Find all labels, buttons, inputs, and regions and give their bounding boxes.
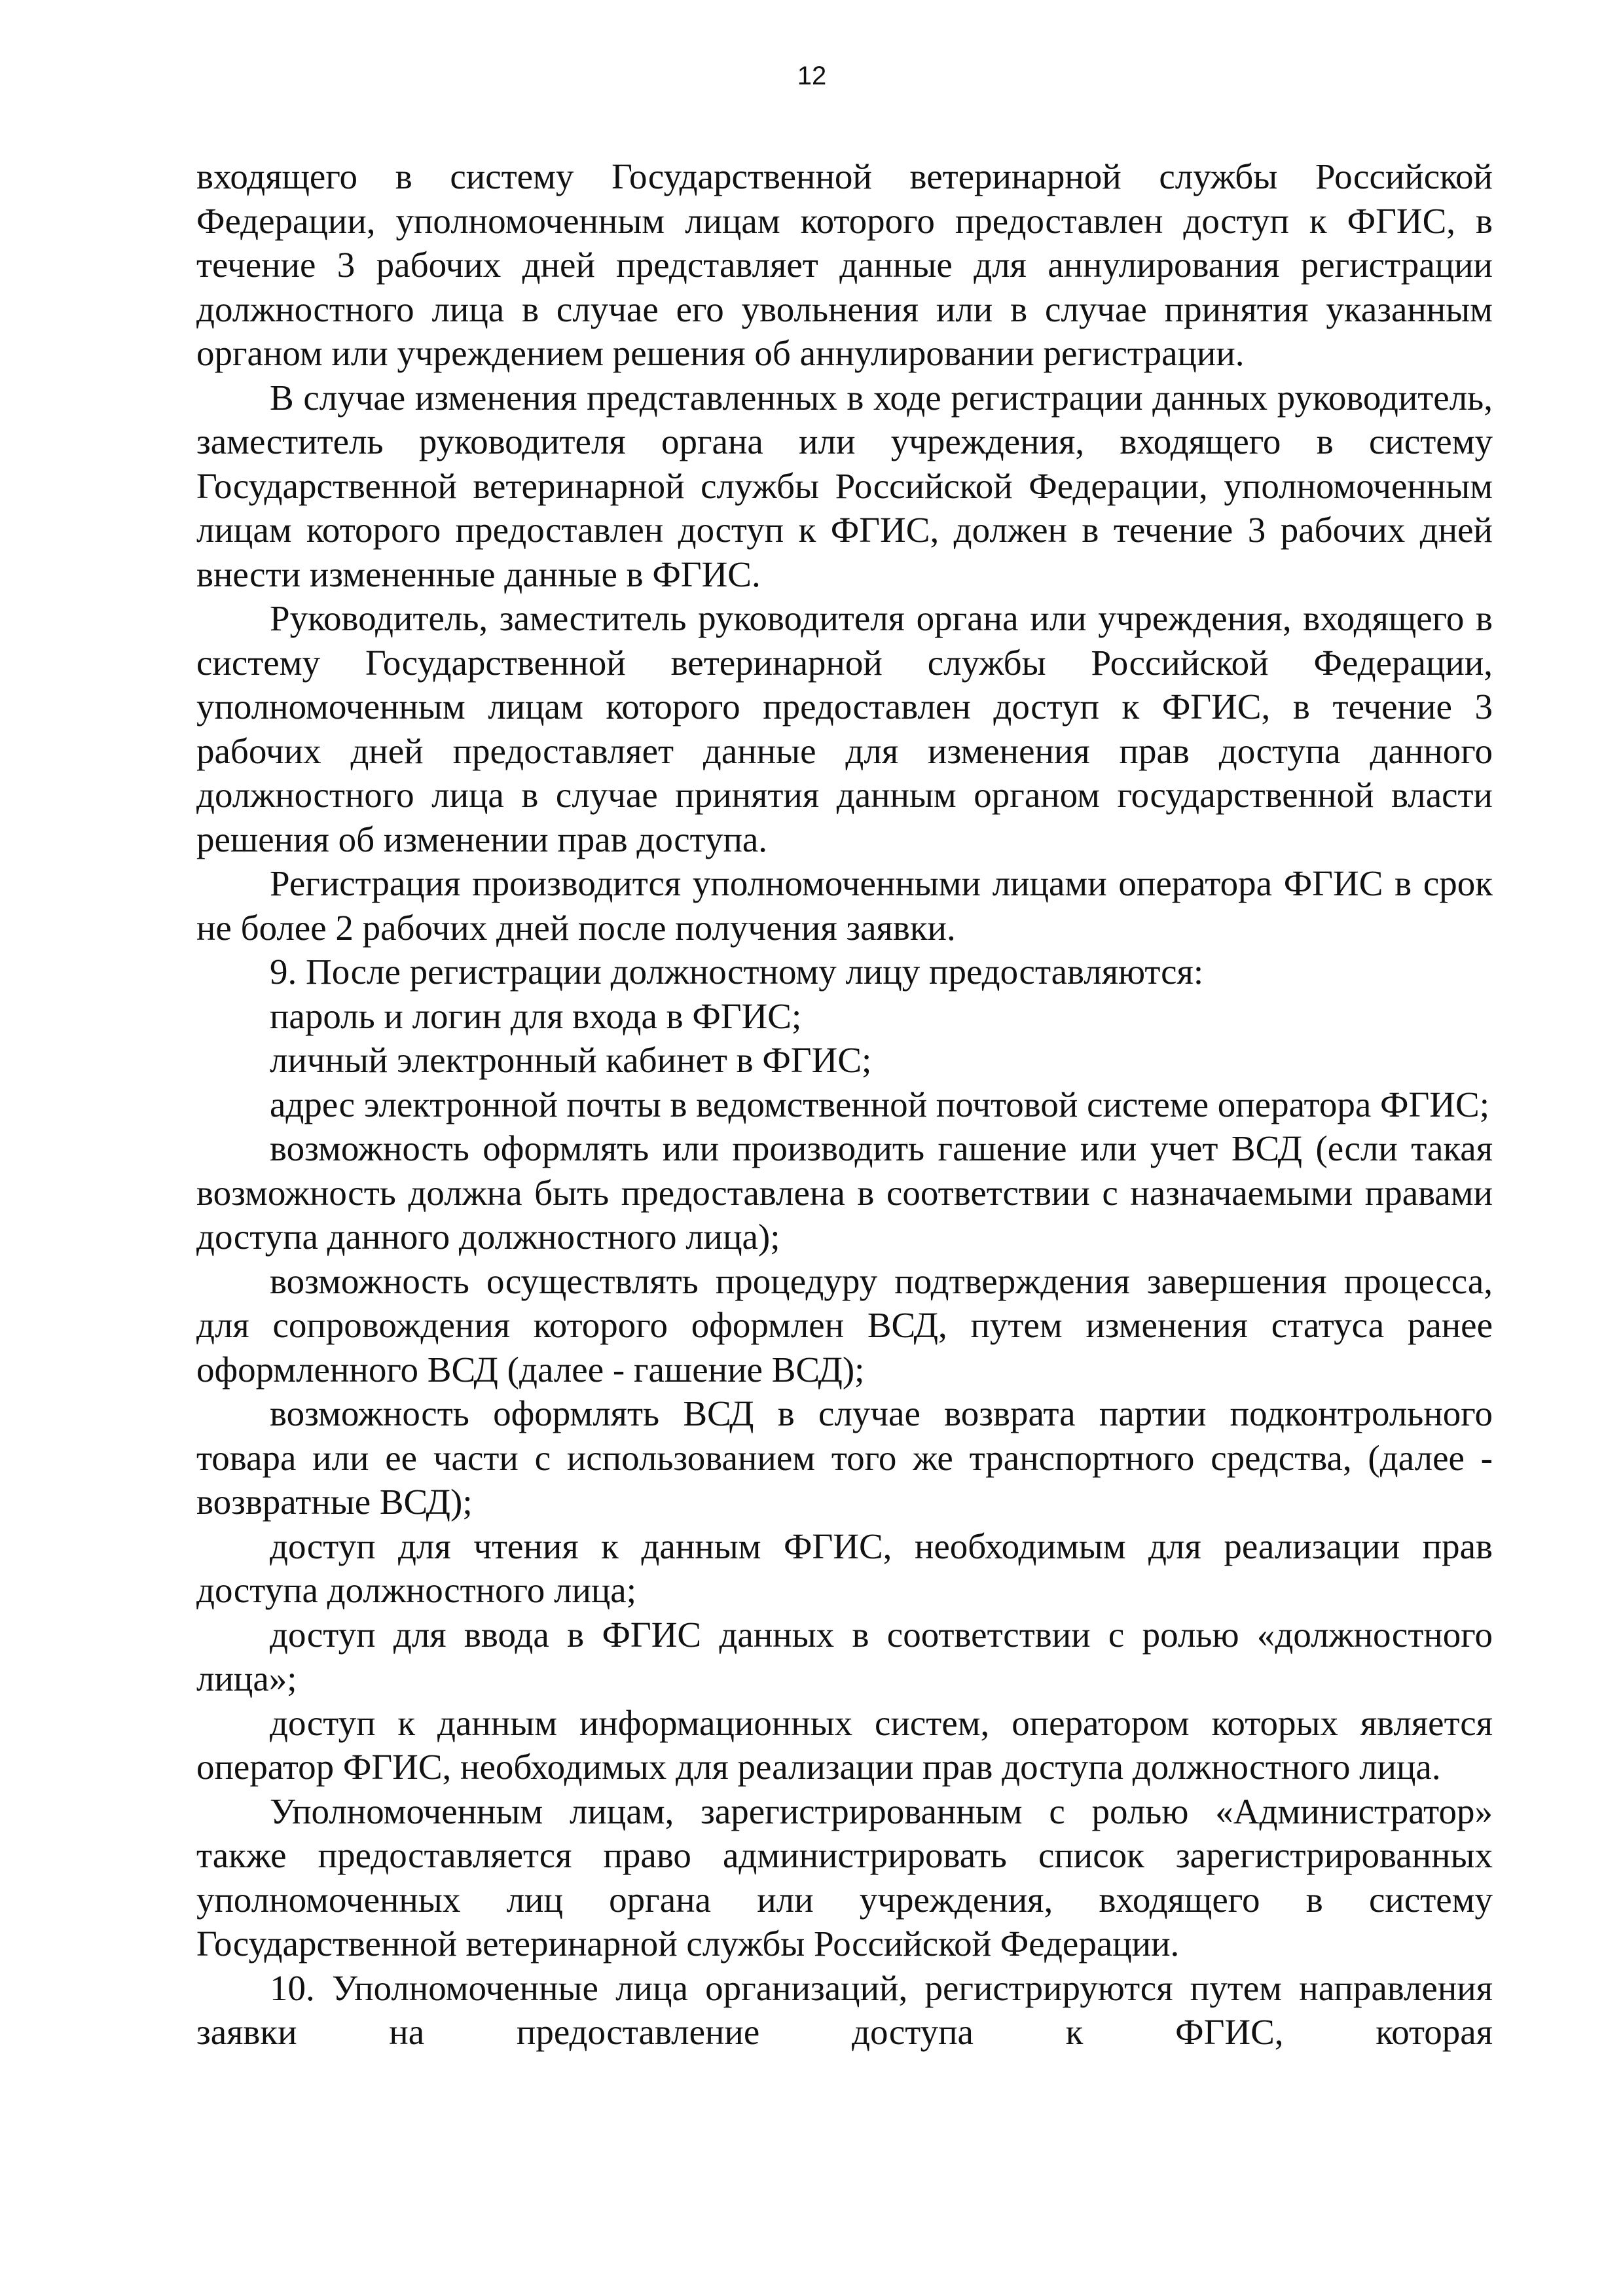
paragraph-administrator-rights: Уполномоченным лицам, зарегистрированным с ролью «Администратор» также предоставляется право администрировать список зарегистрированных уполномоченных лиц органа или учреждения, входящего в систему Государственной ветеринарной службы Российской Федерации. [196,1791,1493,1964]
list-item-password-login: пароль и логин для входа в ФГИС; [270,996,802,1036]
list-item-vsd-redemption: возможность осуществлять процедуру подтверждения завершения процесса, для сопровождения которого оформлен ВСД, путем изменения статуса ранее оформленного ВСД (далее - гашение ВСД); [196,1261,1493,1390]
list-item-read-access: доступ для чтения к данным ФГИС, необходимым для реализации прав доступа должностного лица; [196,1526,1493,1610]
list-item-personal-cabinet: личный электронный кабинет в ФГИС; [270,1040,872,1080]
list-item-email-address: адрес электронной почты в ведомственной почтовой системе оператора ФГИС; [270,1084,1489,1124]
paragraph-continuation: входящего в систему Государственной ветеринарной службы Российской Федерации, уполномоченным лицам которого предоставлен доступ к ФГИС, в течение 3 рабочих дней представляет данные для аннулирования регистрации должностного лица в случае его увольнения или в случае принятия указанным органом или учреждением решения об аннулировании регистрации. [196,156,1493,373]
list-item-return-vsd: возможность оформлять ВСД в случае возврата партии подконтрольного товара или ее части с использованием того же транспортного средства, (далее - возвратные ВСД); [196,1393,1493,1522]
paragraph-item-10: 10. Уполномоченные лица организаций, регистрируются путем направления заявки на предоставление доступа к ФГИС, которая [196,1967,1493,2052]
list-item-input-access: доступ для ввода в ФГИС данных в соответствии с ролью «должностного лица»; [196,1614,1493,1698]
list-item-information-systems-access: доступ к данным информационных систем, оператором которых является оператор ФГИС, необходимых для реализации прав доступа должностного лица. [196,1702,1493,1787]
page-number: 12 [797,62,827,90]
document-body [196,154,1493,2054]
paragraph-access-rights-change: Руководитель, заместитель руководителя органа или учреждения, входящего в систему Государственной ветеринарной службы Российской Федерации, уполномоченным лицам которого предоставлен доступ к ФГИС, в течение 3 рабочих дней предоставляет данные для изменения прав доступа данного должностного лица в случае принятия данным органом государственной власти решения об изменении прав доступа. [196,598,1493,859]
paragraph-registration-term: Регистрация производится уполномоченными лицами оператора ФГИС в срок не более 2 рабочих дней после получения заявки. [196,863,1493,948]
paragraph-item-9-heading: 9. После регистрации должностному лицу предоставляются: [270,952,1204,992]
list-item-issue-vsd: возможность оформлять или производить гашение или учет ВСД (если такая возможность должна быть предоставлена в соответствии с назначаемыми правами доступа данного должностного лица); [196,1128,1493,1257]
paragraph-data-change: В случае изменения представленных в ходе регистрации данных руководитель, заместитель руководителя органа или учреждения, входящего в систему Государственной ветеринарной службы Российской Федерации, уполномоченным лицам которого предоставлен доступ к ФГИС, должен в течение 3 рабочих дней внести измененные данные в ФГИС. [196,377,1493,594]
